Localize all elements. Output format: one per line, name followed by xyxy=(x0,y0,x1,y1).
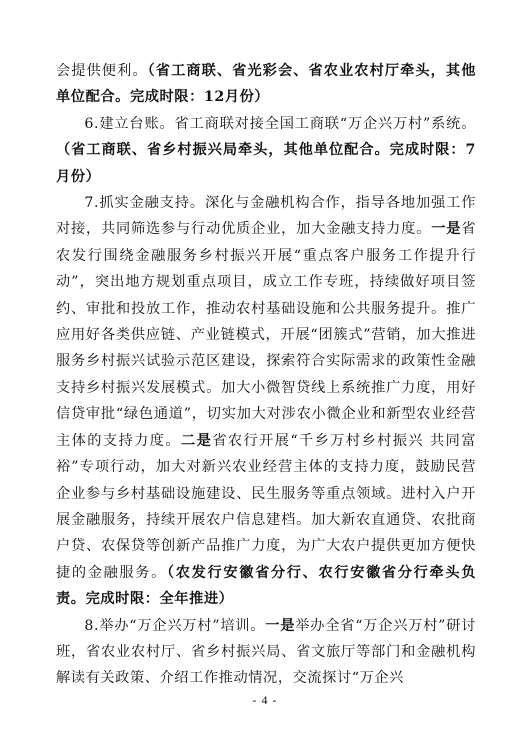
text-run: 省农行开展“千乡万村乡村振兴 共同富裕”专项行动，加大对新兴农业经营主体的支持力度，鼓励民营企业参与乡村基础设施建设、民生服务等重点领域。进村入户开展金融服务，持续开展农户信息建档。加大新农直通贷、农批商户贷、农保贷等创新产品推广力度，为广大农户提供更加方便快捷的金融服务。 xyxy=(56,432,476,581)
text-run: 深化与金融机构合作，指导各地加强工作对接，共同筛选参与行动优质企业，加大金融支持力度。 xyxy=(56,195,476,238)
paragraph xyxy=(56,111,476,190)
bold-text-run: （农发行安徽省分行、农行安徽省分行牵头负责。完成时限：全年推进） xyxy=(56,564,477,608)
bold-text-run: 一是 xyxy=(431,221,462,238)
text-run: 8.举办“万企兴万村”培训。 xyxy=(84,617,266,634)
paragraph xyxy=(56,613,476,692)
text-run: 省农发行围绕金融服务乡村振兴开展“重点客户服务工作提升行动”，突出地方规划重点项目，成立工作专班，持续做好项目签约、审批和投放工作，推动农村基础设施和公共服务提升。推广应用好各类供应链、产业链模式，开展“团簇式”营销，加大推进服务乡村振兴试验示范区建设，探索符合实际需求的政策性金融支持乡村振兴发展模式。加大小微智贷线上系统推广力度，用好信贷审批“绿色通道”，切实加大对涉农小微企业和新型农业经营主体的支持力度。 xyxy=(56,221,476,449)
document-body xyxy=(56,58,476,692)
text-run: 省工商联对接全国工商联“万企兴万村”系统。 xyxy=(174,115,476,132)
page-number: - 4 - xyxy=(252,693,278,707)
paragraph xyxy=(56,58,476,111)
text-run: 7.抓实金融支持。 xyxy=(84,195,205,212)
paragraph xyxy=(56,190,476,613)
text-run: 会提供便利。 xyxy=(56,63,148,79)
bold-text-run: 一是 xyxy=(265,617,296,634)
bold-text-run: （省工商联、省乡村振兴局牵头，其他单位配合。完成时限：7月份） xyxy=(56,142,476,185)
text-run: 6.建立台账。 xyxy=(84,115,175,132)
text-run: 举办全省“万企兴万村”研讨班，省农业农村厅、省乡村振兴局、省文旅厅等部门和金融机构解读有关政策、介绍工作推动情况，交流探讨“万企兴 xyxy=(56,617,477,687)
bold-text-run: （省工商联、省光彩会、省农业农村厅牵头，其他单位配合。完成时限：12月份） xyxy=(56,63,476,106)
bold-text-run: 二是 xyxy=(180,432,213,449)
